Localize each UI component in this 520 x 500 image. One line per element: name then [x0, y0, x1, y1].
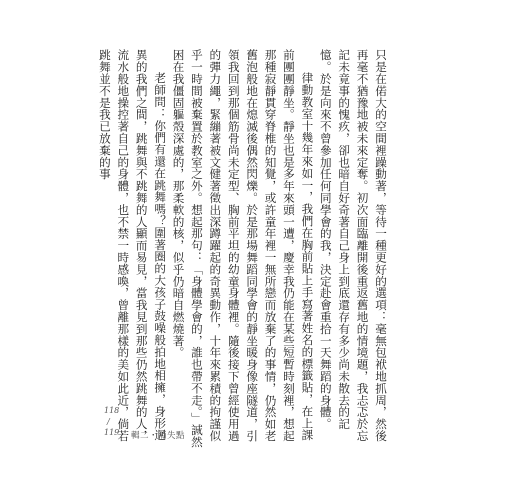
- vertical-body-text: [97, 49, 390, 451]
- running-head-chapter: 輯二・消失點: [131, 431, 186, 441]
- paragraph: 只是在偌大的空間裡躁動著，等待一種更好的選項：毫無包袱地抓周，然後再毫不猶豫地被未來定奪。初次面臨離開後重返舊地的情境題，我忐忑於忘記未竟事的愧疚，卻也暗自好奇著自己身上到底還存有多少尚未散去的記憶。於是向來不曾參加任何同學會的我，決定赴會重拾一天舞蹈的身體。: [318, 49, 388, 442]
- page-number-separator: /: [107, 417, 110, 426]
- page-numbers: [104, 405, 119, 438]
- paragraph: 老師問：你們有還在跳舞嗎？圍著圈的大孩子鼓噪般拍地相擁，身形迥異的我們之間，跳舞與不跳舞的人顯而易見，當我見到那些仍然跳舞的人，流水般地操控著自己的身體，也不禁一時感喚，曾離那樣的美如此近，倘若跳舞並不是我已放棄的事: [97, 49, 168, 442]
- paragraph: 律動教室十幾年來如一，我們在胸前貼上手寫著姓名的標籤貼，在上課前團團靜坐。靜坐也是多年來頭一遭，慶幸我仍能在某些短暫時刻裡，想起那種寂靜貫穿脊椎的知覺，或許童年裡一無所戀而放棄了的事情，仍然如老舊泡般地在熄滅後偶然閃爍。於是那場舞蹈同學會的靜坐暖身像座隧道，引領我回到那個筋骨尚未定型、胸前平坦的幼童身體裡。隨後接下曾經使用過的彈力繩，緊繃著被文健著徵出深蹲躍起的奇異動作，十年來累積的拘謹似乎一時間被棄置於教室之外。想起那句：「身體學會的，誰也帶不走。」誠然困在我僵固軀殼深處的，那柔軟的核，似乎仍暗自燃燒著。: [171, 49, 315, 448]
- page-number-right: 119: [104, 428, 120, 437]
- page-number-left: 118: [104, 406, 120, 415]
